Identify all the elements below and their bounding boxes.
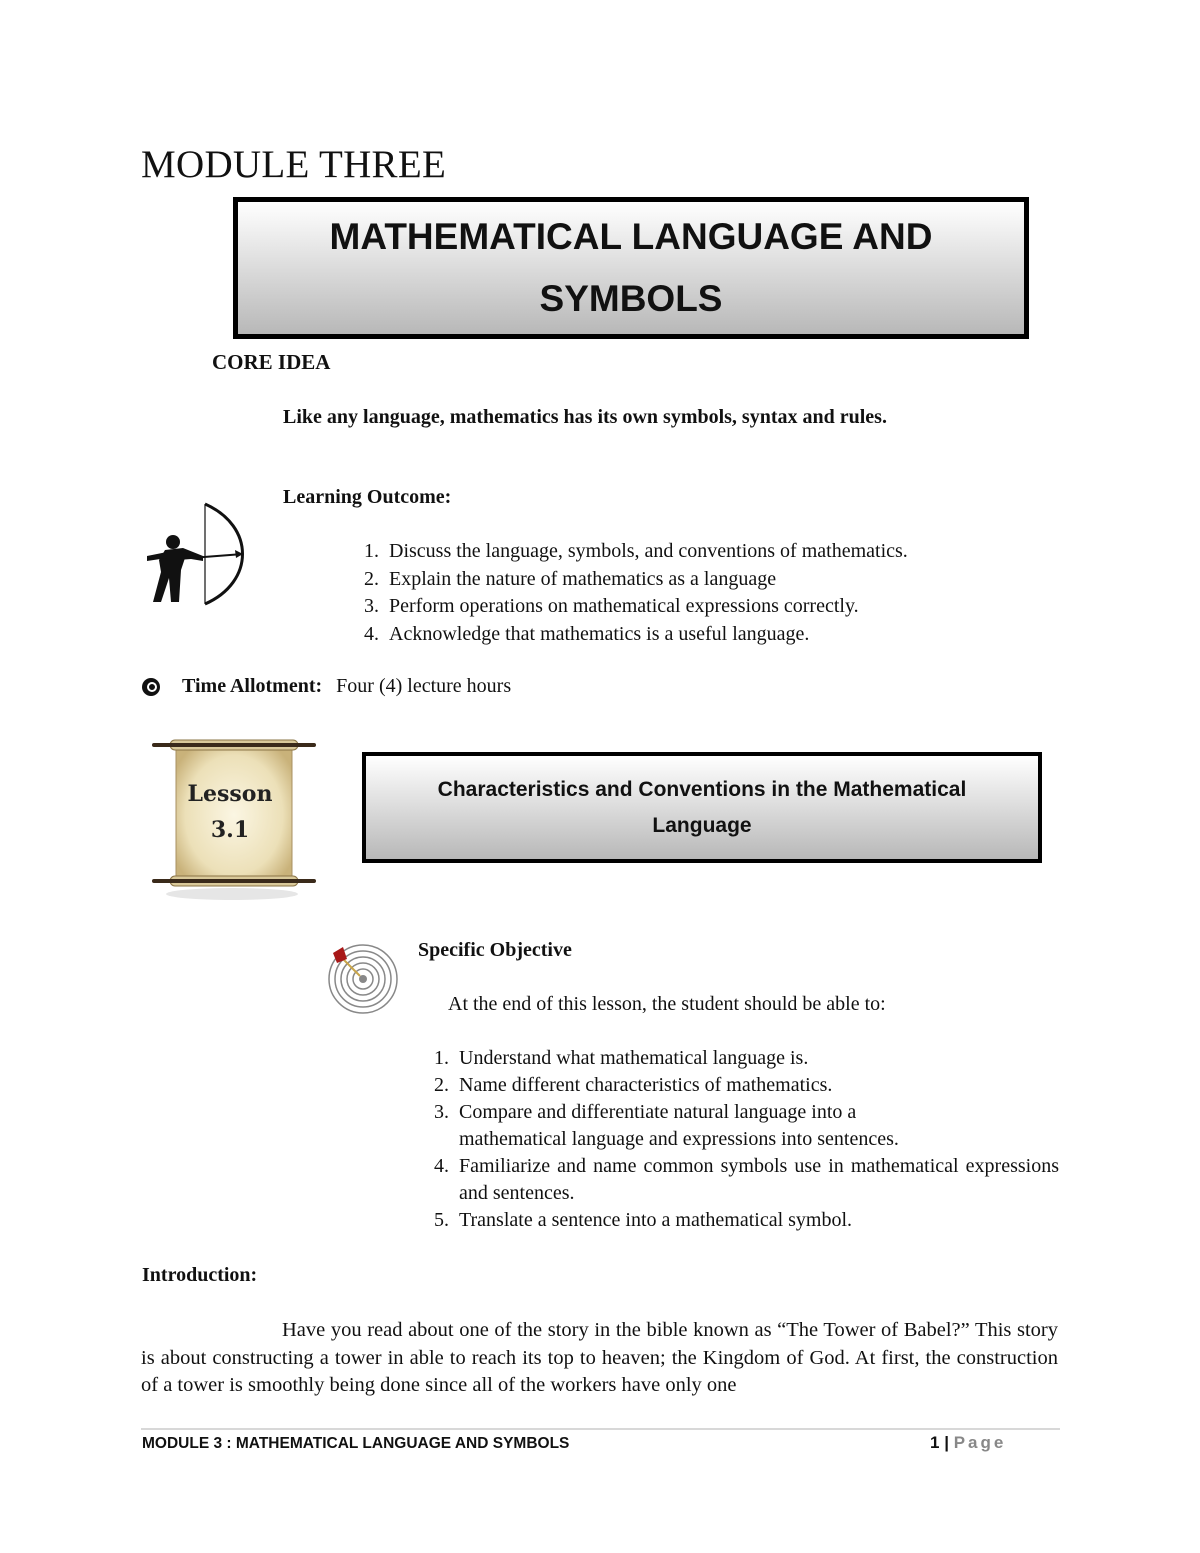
lesson-scroll-badge xyxy=(150,734,318,904)
list-item: 2. Name different characteristics of mathematics. xyxy=(434,1074,833,1096)
footer-divider xyxy=(141,1428,1060,1430)
module-title: MATHEMATICAL LANGUAGE AND SYMBOLS xyxy=(329,216,933,319)
footer-module-title: MODULE 3 : MATHEMATICAL LANGUAGE AND SYMBOLS xyxy=(142,1435,570,1452)
core-idea-text: Like any language, mathematics has its own symbols, syntax and rules. xyxy=(283,406,887,428)
target-icon xyxy=(327,943,399,1015)
list-item: 4. Acknowledge that mathematics is a useful language. xyxy=(364,622,810,645)
list-item: 1. Understand what mathematical language is. xyxy=(434,1047,809,1069)
learning-outcome-label: Learning Outcome: xyxy=(283,486,452,508)
introduction-paragraph: Have you read about one of the story in the bible known as “The Tower of Babel?” This story is about constructing a tower in able to reach its top to heaven; the Kingdom of God. At first, the construction of a tower is smoothly being done since all of the workers have only one xyxy=(141,1319,1058,1396)
module-heading: MODULE THREE xyxy=(141,143,447,186)
page-separator: | xyxy=(944,1433,949,1452)
clock-icon xyxy=(142,678,160,696)
lesson-title: Characteristics and Conventions in the Mathematical Language xyxy=(437,777,967,837)
list-item: 1. Discuss the language, symbols, and conventions of mathematics. xyxy=(364,540,908,562)
page-number: 1 xyxy=(930,1433,940,1452)
footer-page-number xyxy=(930,1433,1006,1453)
list-item: 2. Explain the nature of mathematics as a language xyxy=(364,567,777,590)
lesson-badge-number: 3.1 xyxy=(210,817,250,843)
lesson-title-box xyxy=(362,752,1042,863)
list-item: 3. Compare and differentiate natural language into a mathematical language and expressions into sentences. xyxy=(434,1101,899,1150)
time-allotment-label: Time Allotment: xyxy=(182,675,323,697)
lesson-badge-word: Lesson xyxy=(187,781,273,807)
introduction-label: Introduction: xyxy=(142,1264,258,1286)
page-word: Page xyxy=(953,1433,1007,1452)
specific-objective-label: Specific Objective xyxy=(418,939,572,961)
specific-objective-list xyxy=(423,1045,1059,1234)
module-title-box xyxy=(233,197,1029,339)
core-idea-label: CORE IDEA xyxy=(212,350,331,374)
list-item: 4. Familiarize and name common symbols use in mathematical expressions and sentences. xyxy=(434,1155,1059,1204)
time-allotment-value: Four (4) lecture hours xyxy=(336,675,512,697)
time-allotment xyxy=(142,675,511,698)
learning-outcome-list xyxy=(353,538,1053,648)
specific-objective-intro: At the end of this lesson, the student should be able to: xyxy=(448,993,886,1015)
list-item: 5. Translate a sentence into a mathematical symbol. xyxy=(434,1209,853,1231)
list-item: 3. Perform operations on mathematical expressions correctly. xyxy=(364,595,859,617)
archer-icon xyxy=(143,498,247,610)
